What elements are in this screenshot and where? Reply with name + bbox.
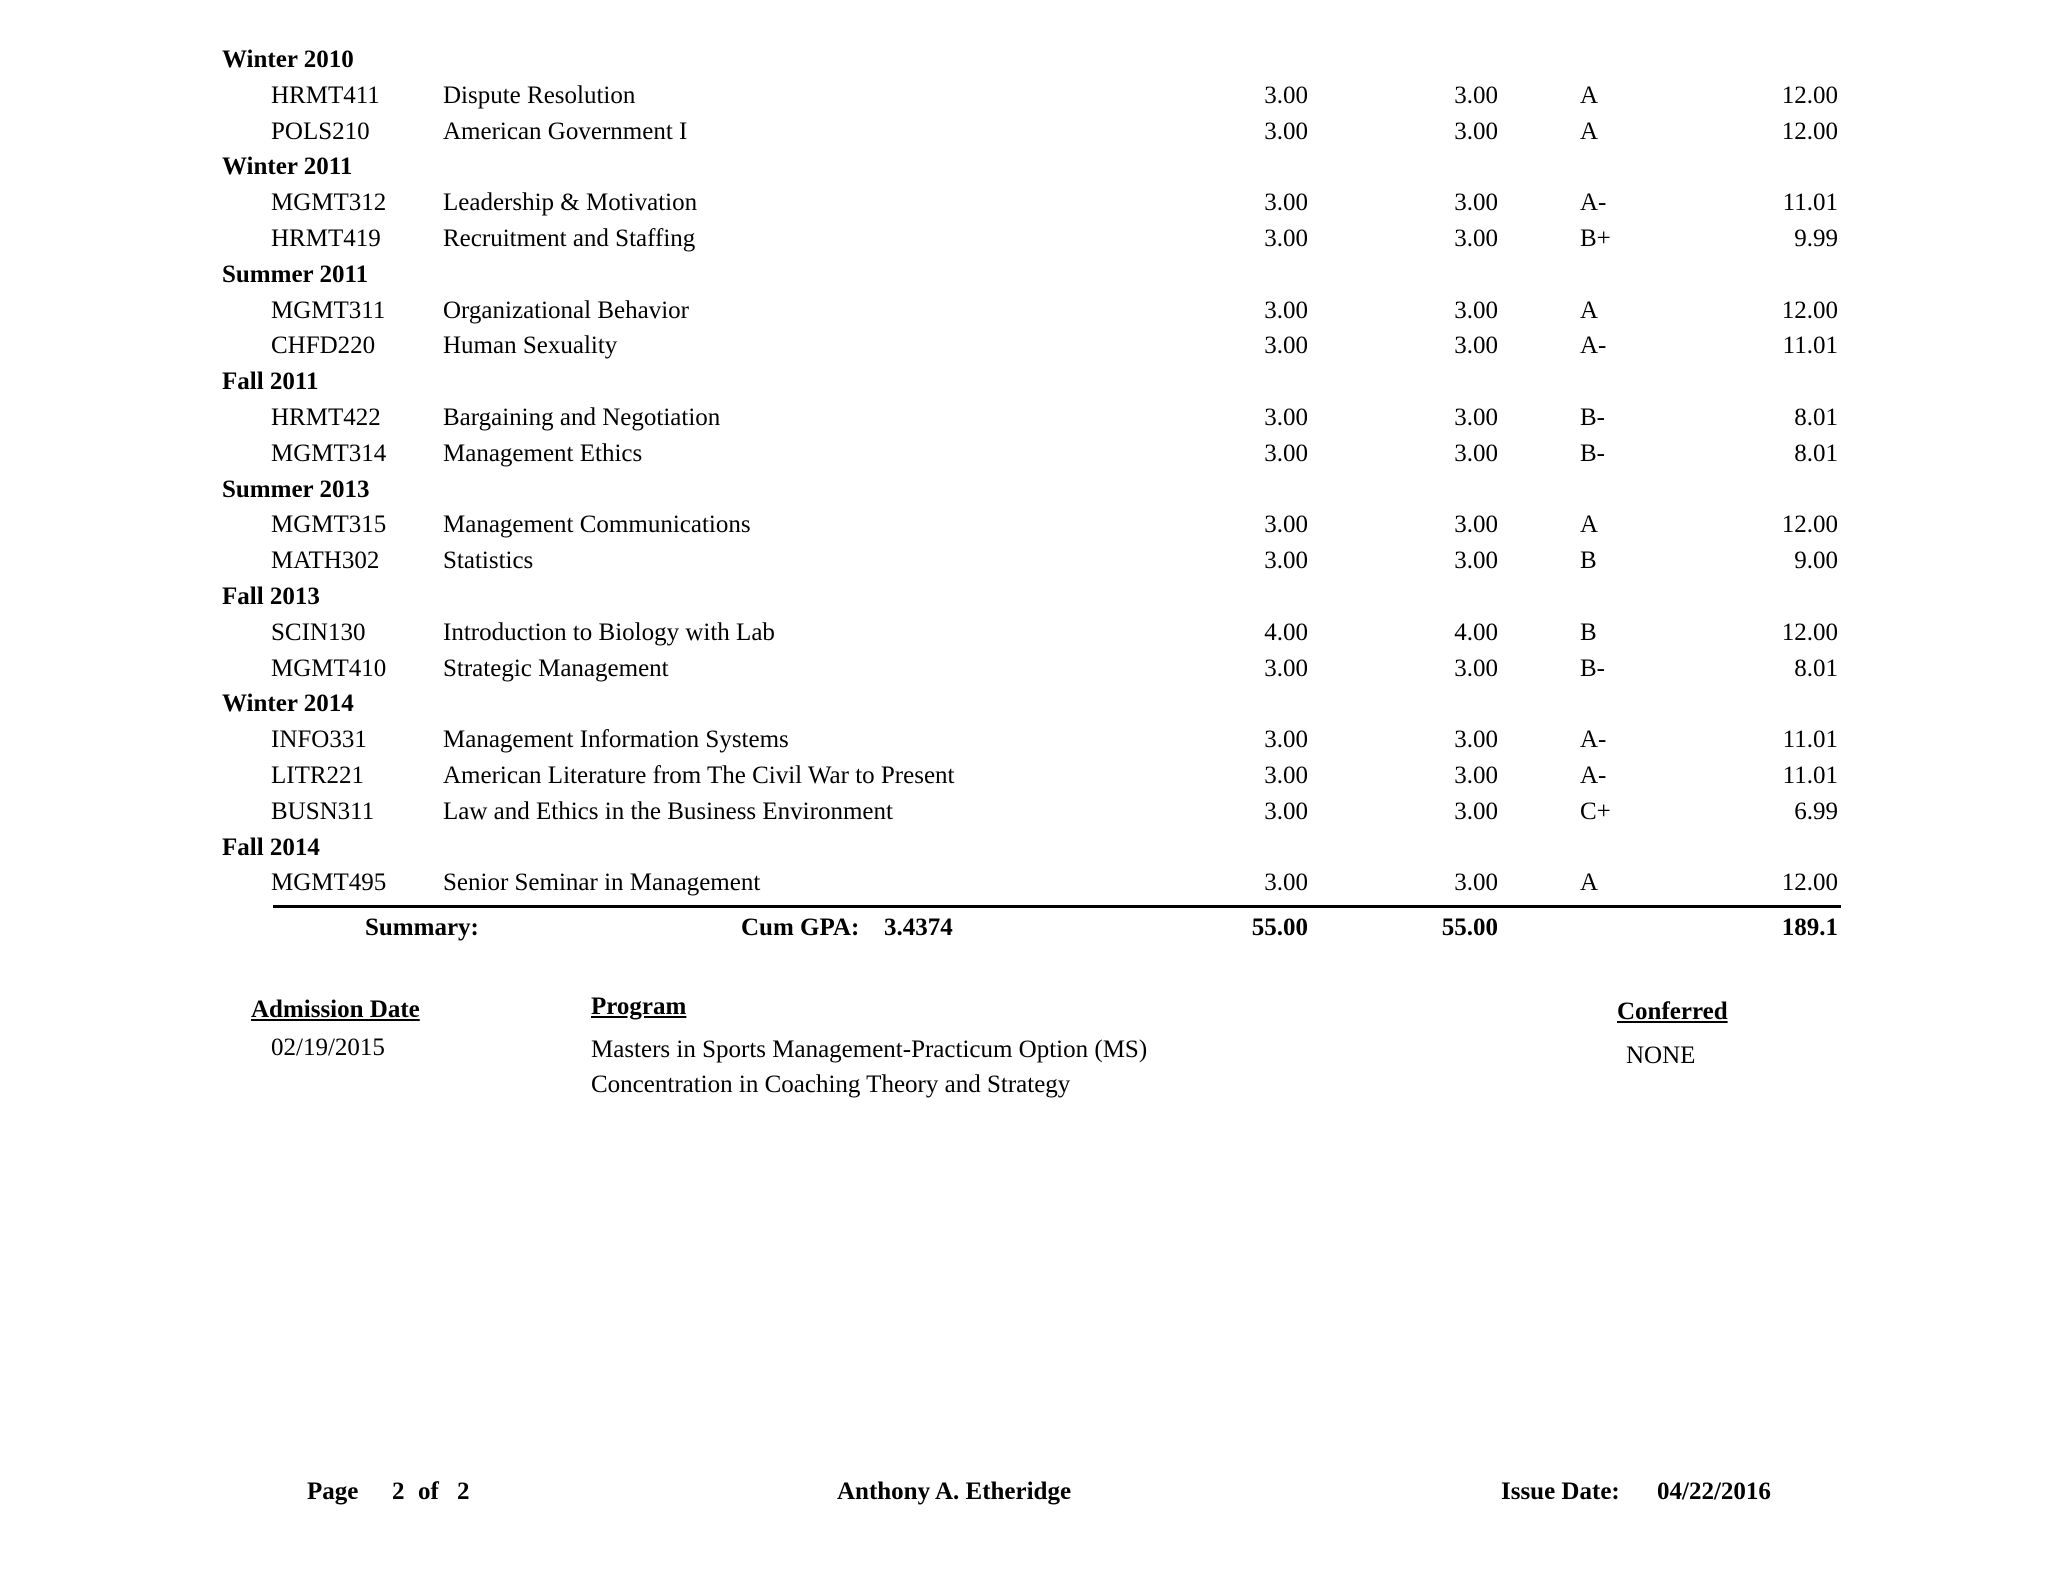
quality-points: 8.01 xyxy=(1794,654,1838,682)
quality-points: 11.01 xyxy=(1782,726,1838,754)
quality-points: 6.99 xyxy=(1794,797,1838,825)
quality-points: 8.01 xyxy=(1794,404,1838,431)
credits-earned: 3.00 xyxy=(1454,296,1498,324)
course-code: LITR221 xyxy=(271,762,365,789)
course-grade: A- xyxy=(1580,726,1607,754)
quality-points: 11.01 xyxy=(1782,189,1838,217)
course-grade: A xyxy=(1580,81,1599,109)
course-row xyxy=(0,725,2048,755)
course-row xyxy=(0,403,2048,433)
course-title: Management Communications xyxy=(443,511,751,539)
course-grade: B xyxy=(1580,547,1597,575)
quality-points: 11.01 xyxy=(1782,762,1838,789)
credits-attempted: 3.00 xyxy=(1264,439,1308,467)
quality-points: 12.00 xyxy=(1781,296,1838,324)
course-code: POLS210 xyxy=(271,117,370,145)
course-title: Organizational Behavior xyxy=(443,296,689,324)
credits-attempted: 3.00 xyxy=(1264,547,1308,575)
credits-attempted: 3.00 xyxy=(1264,117,1308,145)
course-grade: A- xyxy=(1580,762,1607,789)
course-title: American Government I xyxy=(443,117,688,145)
quality-points: 12.00 xyxy=(1781,81,1838,109)
course-row xyxy=(0,224,2048,254)
term-header: Fall 2013 xyxy=(222,583,320,610)
course-row xyxy=(0,117,2048,147)
course-title: American Literature from The Civil War to Present xyxy=(443,762,955,789)
credits-earned: 3.00 xyxy=(1454,225,1498,252)
page-total: 2 xyxy=(457,1478,470,1505)
course-row xyxy=(0,81,2048,111)
course-grade: C+ xyxy=(1580,797,1611,825)
course-code: INFO331 xyxy=(271,726,367,754)
course-grade: B- xyxy=(1580,404,1605,431)
course-title: Strategic Management xyxy=(443,654,669,682)
course-code: MGMT315 xyxy=(271,511,387,539)
credits-earned: 3.00 xyxy=(1454,726,1498,754)
conferred-header: Conferred xyxy=(1617,998,1728,1025)
term-header: Winter 2010 xyxy=(222,46,354,73)
course-code: HRMT422 xyxy=(271,404,381,431)
course-code: BUSN311 xyxy=(271,797,375,825)
credits-earned: 3.00 xyxy=(1454,797,1498,825)
credits-attempted: 4.00 xyxy=(1264,618,1308,646)
course-row xyxy=(0,654,2048,684)
quality-points: 12.00 xyxy=(1781,869,1838,897)
course-grade: A- xyxy=(1580,189,1607,217)
admission-date-value: 02/19/2015 xyxy=(271,1034,385,1061)
course-code: HRMT411 xyxy=(271,81,380,109)
quality-points: 11.01 xyxy=(1782,332,1838,360)
issue-date-label: Issue Date: xyxy=(1501,1478,1620,1505)
course-row xyxy=(0,439,2048,469)
admission-date-header: Admission Date xyxy=(251,996,420,1023)
course-title: Senior Seminar in Management xyxy=(443,869,761,897)
credits-attempted: 3.00 xyxy=(1264,762,1308,789)
course-grade: A xyxy=(1580,296,1599,324)
course-title: Introduction to Biology with Lab xyxy=(443,618,775,646)
course-row xyxy=(0,296,2048,326)
course-grade: B- xyxy=(1580,439,1605,467)
credits-attempted: 3.00 xyxy=(1264,225,1308,252)
course-code: MGMT314 xyxy=(271,439,387,467)
course-grade: A- xyxy=(1580,332,1607,360)
page-current: 2 xyxy=(392,1478,405,1505)
total-attempted: 55.00 xyxy=(1251,914,1308,941)
credits-earned: 3.00 xyxy=(1454,511,1498,539)
course-code: CHFD220 xyxy=(271,332,376,360)
quality-points: 12.00 xyxy=(1781,511,1838,539)
course-row xyxy=(0,761,2048,791)
cum-gpa-value: 3.4374 xyxy=(884,914,953,941)
credits-attempted: 3.00 xyxy=(1264,332,1308,360)
term-header: Winter 2011 xyxy=(222,153,353,181)
credits-attempted: 3.00 xyxy=(1264,654,1308,682)
course-grade: B+ xyxy=(1580,225,1611,252)
course-grade: A xyxy=(1580,869,1599,897)
course-row xyxy=(0,331,2048,361)
quality-points: 12.00 xyxy=(1781,117,1838,145)
course-row xyxy=(0,618,2048,648)
term-header: Fall 2014 xyxy=(222,833,320,861)
credits-attempted: 3.00 xyxy=(1264,296,1308,324)
course-row xyxy=(0,510,2048,540)
course-grade: A xyxy=(1580,511,1599,539)
program-line-2: Concentration in Coaching Theory and Strategy xyxy=(591,1071,1071,1098)
student-name: Anthony A. Etheridge xyxy=(837,1478,1072,1505)
course-code: SCIN130 xyxy=(271,618,366,646)
course-row xyxy=(0,188,2048,218)
credits-attempted: 3.00 xyxy=(1264,869,1308,897)
credits-attempted: 3.00 xyxy=(1264,797,1308,825)
quality-points: 12.00 xyxy=(1781,618,1838,646)
quality-points: 8.01 xyxy=(1794,439,1838,467)
credits-attempted: 3.00 xyxy=(1264,404,1308,431)
credits-attempted: 3.00 xyxy=(1264,81,1308,109)
program-header: Program xyxy=(591,993,687,1020)
course-title: Dispute Resolution xyxy=(443,81,636,109)
term-header: Summer 2013 xyxy=(222,475,370,503)
course-code: MGMT312 xyxy=(271,189,387,217)
credits-attempted: 3.00 xyxy=(1264,511,1308,539)
course-grade: A xyxy=(1580,117,1599,145)
credits-earned: 3.00 xyxy=(1454,404,1498,431)
course-row xyxy=(0,868,2048,898)
course-grade: B- xyxy=(1580,654,1605,682)
course-code: MATH302 xyxy=(271,547,380,575)
course-code: HRMT419 xyxy=(271,225,381,252)
page-of-label: of xyxy=(418,1478,439,1505)
quality-points: 9.00 xyxy=(1794,547,1838,575)
course-title: Management Ethics xyxy=(443,439,643,467)
course-row xyxy=(0,546,2048,576)
page-label: Page xyxy=(307,1478,359,1505)
credits-earned: 4.00 xyxy=(1454,618,1498,646)
course-title: Human Sexuality xyxy=(443,332,618,360)
course-row xyxy=(0,797,2048,827)
course-grade: B xyxy=(1580,618,1597,646)
summary-divider xyxy=(273,905,1841,908)
credits-attempted: 3.00 xyxy=(1264,189,1308,217)
credits-earned: 3.00 xyxy=(1454,547,1498,575)
issue-date-value: 04/22/2016 xyxy=(1657,1478,1771,1505)
course-title: Recruitment and Staffing xyxy=(443,225,696,252)
quality-points: 9.99 xyxy=(1794,225,1838,252)
credits-earned: 3.00 xyxy=(1454,117,1498,145)
total-earned: 55.00 xyxy=(1441,914,1498,941)
summary-label: Summary: xyxy=(365,914,479,941)
credits-earned: 3.00 xyxy=(1454,81,1498,109)
course-title: Law and Ethics in the Business Environment xyxy=(443,797,893,825)
course-title: Management Information Systems xyxy=(443,726,789,754)
credits-earned: 3.00 xyxy=(1454,439,1498,467)
program-line-1: Masters in Sports Management-Practicum Option (MS) xyxy=(591,1036,1148,1063)
credits-attempted: 3.00 xyxy=(1264,726,1308,754)
course-title: Leadership & Motivation xyxy=(443,189,698,217)
course-title: Statistics xyxy=(443,547,534,575)
term-header: Winter 2014 xyxy=(222,690,354,718)
conferred-value: NONE xyxy=(1626,1042,1696,1069)
course-code: MGMT311 xyxy=(271,296,386,324)
credits-earned: 3.00 xyxy=(1454,869,1498,897)
course-code: MGMT495 xyxy=(271,869,387,897)
course-title: Bargaining and Negotiation xyxy=(443,404,721,431)
term-header: Fall 2011 xyxy=(222,368,319,396)
credits-earned: 3.00 xyxy=(1454,654,1498,682)
course-code: MGMT410 xyxy=(271,654,387,682)
credits-earned: 3.00 xyxy=(1454,332,1498,360)
total-points: 189.1 xyxy=(1781,914,1838,941)
credits-earned: 3.00 xyxy=(1454,189,1498,217)
cum-gpa-label: Cum GPA: xyxy=(741,914,860,941)
term-header: Summer 2011 xyxy=(222,260,369,288)
credits-earned: 3.00 xyxy=(1454,762,1498,789)
